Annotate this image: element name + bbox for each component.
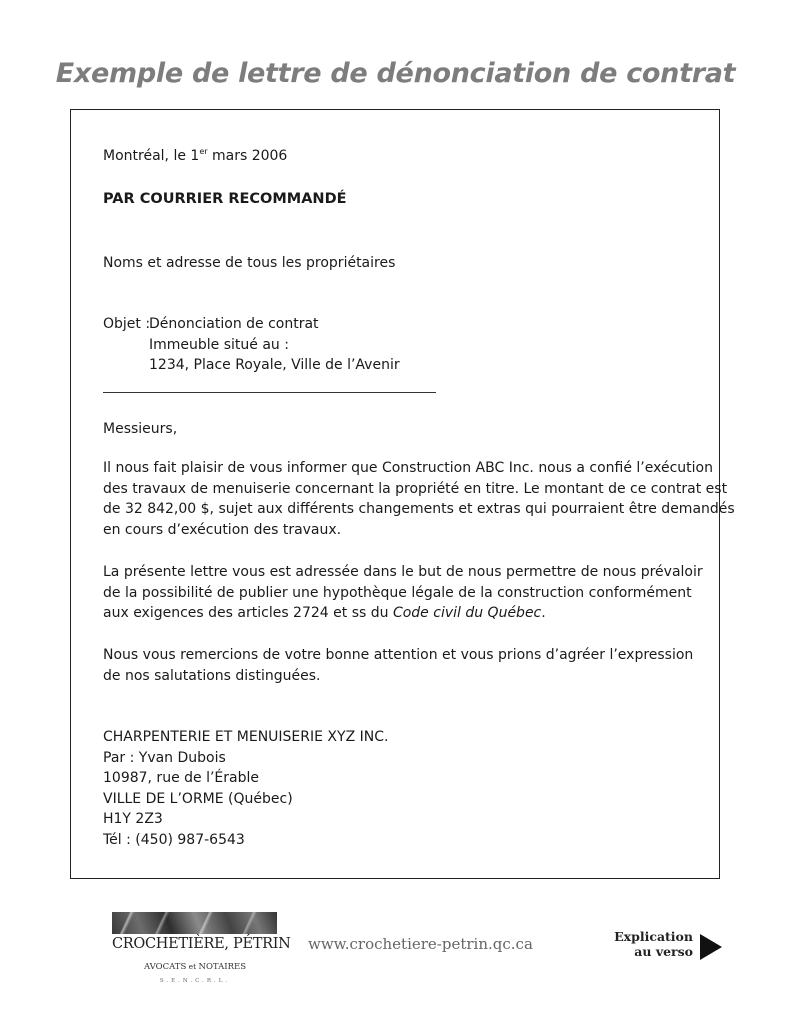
recipient: Noms et adresse de tous les propriétaires <box>103 255 396 271</box>
date-suffix: mars 2006 <box>207 148 288 164</box>
date-prefix: Montréal, le 1 <box>103 148 200 164</box>
paragraph-line <box>103 603 703 624</box>
firm-sencrl: S.E.N.C.R.L. <box>159 978 231 984</box>
paragraph-line: de la possibilité de publier une hypothèque légale de la construction conformément <box>103 584 692 601</box>
code-civil-title: Code civil du Québec <box>392 605 542 621</box>
firm-logo-image <box>112 912 277 934</box>
arrow-right-icon[interactable] <box>700 934 722 960</box>
paragraph-line: La présente lettre vous est adressée dans le but de nous permettre de nous prévaloir <box>103 564 703 580</box>
signature-block <box>103 727 388 850</box>
object-block <box>103 314 400 376</box>
letter-date <box>103 146 287 167</box>
paragraph-line-text: aux exigences des articles 2724 et ss du <box>103 605 393 621</box>
paragraph-line: de 32 842,00 $, sujet aux différents changements et extras qui pourraient être demandés <box>103 501 735 517</box>
website-link[interactable]: www.crochetiere-petrin.qc.ca <box>308 935 533 953</box>
firm-subtitle <box>112 962 278 972</box>
firm-name: CROCHETIÈRE, PÉTRIN <box>112 936 291 952</box>
signature-company: CHARPENTERIE ET MENUISERIE XYZ INC. <box>103 729 389 745</box>
object-line: Dénonciation de contrat <box>149 316 319 332</box>
firm-sub-notaires: NOTAIRES <box>198 962 247 972</box>
separator-rule <box>103 392 436 393</box>
paragraph-1 <box>103 458 735 540</box>
paragraph-line: de nos salutations distinguées. <box>103 667 321 684</box>
verso-line: Explication <box>614 929 693 944</box>
delivery-mode: PAR COURRIER RECOMMANDÉ <box>103 191 347 207</box>
object-line: Immeuble situé au : <box>149 336 289 353</box>
paragraph-line: Il nous fait plaisir de vous informer que Construction ABC Inc. nous a confié l’exécution <box>103 460 713 476</box>
paragraph-line: Nous vous remercions de votre bonne attention et vous prions d’agréer l’expression <box>103 647 694 663</box>
object-line: 1234, Place Royale, Ville de l’Avenir <box>149 357 400 373</box>
page-title: Exemple de lettre de dénonciation de contrat <box>55 58 736 89</box>
paragraph-line: des travaux de menuiserie concernant la propriété en titre. Le montant de ce contrat est <box>103 480 728 497</box>
signature-phone: Tél : (450) 987-6543 <box>103 831 245 848</box>
signature-signer: Par : Yvan Dubois <box>103 749 226 766</box>
signature-city: VILLE DE L’ORME (Québec) <box>103 790 293 807</box>
date-sup: er <box>199 147 208 156</box>
paragraph-3 <box>103 645 693 686</box>
signature-postal-code: H1Y 2Z3 <box>103 811 163 827</box>
paragraph-line-end: . <box>541 605 546 621</box>
verso-line: au verso <box>634 944 693 959</box>
firm-sub-avocats: AVOCATS <box>143 962 187 972</box>
verso-label[interactable] <box>614 929 693 959</box>
firm-sub-et: et <box>186 962 199 971</box>
signature-street: 10987, rue de l’Érable <box>103 770 259 786</box>
paragraph-line: en cours d’exécution des travaux. <box>103 521 342 538</box>
object-label: Objet : <box>103 316 151 332</box>
paragraph-2 <box>103 562 703 624</box>
salutation: Messieurs, <box>103 421 178 437</box>
